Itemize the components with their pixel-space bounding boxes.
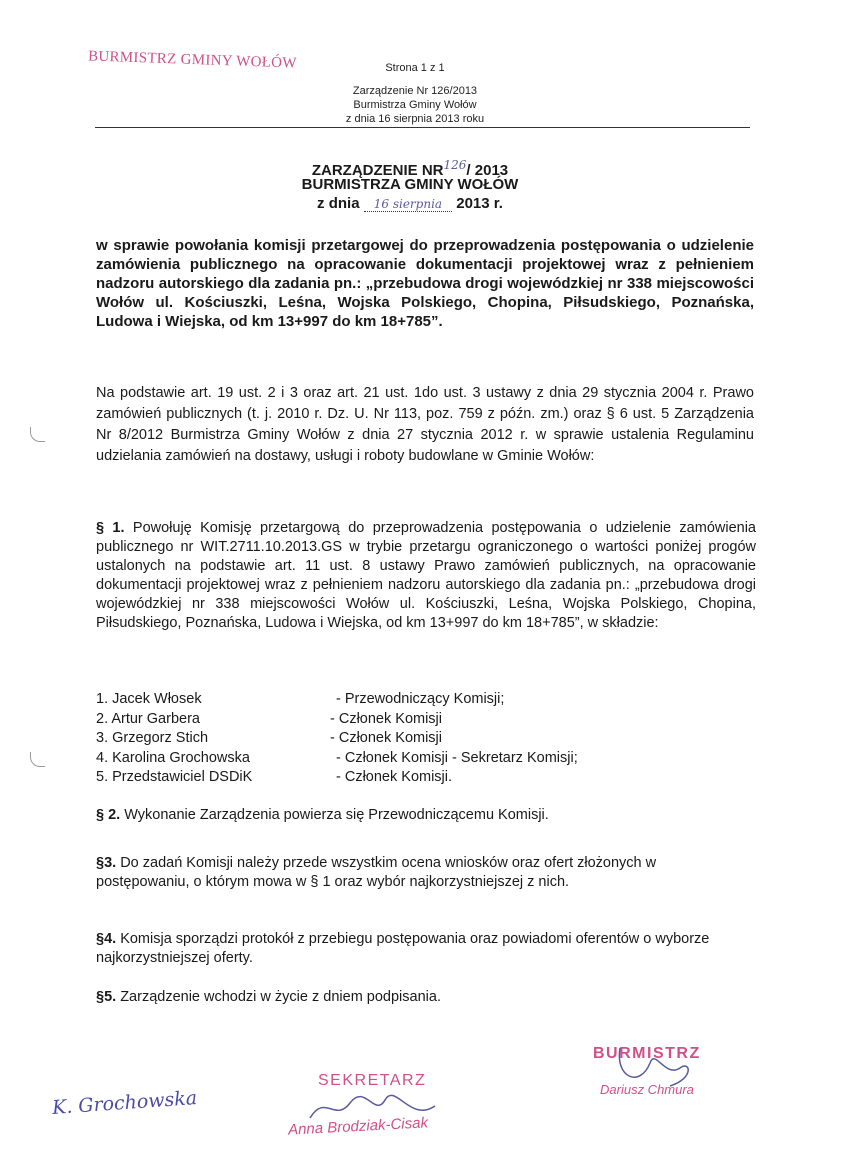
header-date-line: z dnia 16 sierpnia 2013 roku <box>345 113 485 125</box>
section-4: §4. Komisja sporządzi protokół z przebiegu postępowania oraz powiadomi oferentów o wyborze najkorzystniejszej oferty. <box>96 931 710 966</box>
title-line-3: z dnia 16 sierpnia 2013 r. <box>317 195 503 212</box>
punch-mark <box>30 752 45 767</box>
stamp-sekretarz-name: Anna Brodziak-Cisak <box>287 1114 429 1139</box>
subject-paragraph: w sprawie powołania komisji przetargowej do przeprowadzenia postępowania o udzielenie zamówienia publicznego na opracowanie dokumentacji projektowej wraz z pełnieniem nadzoru autorskiego dla zadania pn.: „przebudowa drogi wojewódzkiej nr 338 miejscowości Wołów ul. Kościuszki, Leśna, Wojska Polskiego, Chopina, Piłsudskiego, Poznańska, Ludowa i Wiejska, od km 13+997 do km 18+785”. <box>96 237 754 330</box>
title-line-1: ZARZĄDZENIE NR$^{126}$/ 2013 <box>311 158 509 179</box>
title-line-2: BURMISTRZA GMINY WOŁÓW <box>301 176 519 193</box>
handwritten-signature-grochowska: K. Grochowska <box>51 1086 198 1120</box>
section-3: §3. Do zadań Komisji należy przede wszystkim ocena wniosków oraz ofert złożonych w postępowaniu, o którym mowa w § 1 oraz wybór najkorzystniejszej z nich. <box>96 855 657 890</box>
legal-basis-paragraph: Na podstawie art. 19 ust. 2 i 3 oraz art. 21 ust. 1do ust. 3 ustawy z dnia 29 stycznia 2004 r. Prawo zamówień publicznych (t. j. 2010 r. Dz. U. Nr 113, poz. 759 z późn. zm.) oraz § 6 ust. 5 Zarządzenia Nr 8/2012 Burmistrza Gminy Wołów z dnia 27 stycznia 2012 r. w sprawie ustalenia Regulaminu udzielania zamówień na dostawy, usługi i roboty budowlane w Gminie Wołów: <box>96 385 754 464</box>
page-number: Strona 1 z 1 <box>385 62 445 74</box>
punch-mark <box>30 427 45 442</box>
handwritten-number: 126 <box>443 158 467 172</box>
section-2: § 2. Wykonanie Zarządzenia powierza się Przewodniczącemu Komisji. <box>96 807 549 823</box>
stamp-sekretarz-title: SEKRETARZ <box>318 1072 427 1089</box>
stamp-burmistrz-title: BURMISTRZ <box>593 1045 701 1062</box>
header-issuer-line: Burmistrza Gminy Wołów <box>353 99 477 111</box>
section-1: § 1. Powołuję Komisję przetargową do przeprowadzenia postępowania o udzielenie zamówienia publicznego nr WIT.2711.10.2013.GS w trybie przetargu ograniczonego o wartości poniżej progów ustalonych na podstawie art. 11 ust. 8 ustawy Prawo zamówień publicznych, na opracowanie dokumentacji projektowej wraz z pełnieniem nadzoru autorskiego dla zadania pn.: „przebudowa drogi wojewódzkiej nr 338 miejscowości Wołów ul. Kościuszki, Leśna, Wojska Polskiego, Chopina, Piłsudskiego, Poznańska, Ludowa i Wiejska, od km 13+997 do km 18+785”, w składzie: <box>96 520 757 631</box>
header-ref-line: Zarządzenie Nr 126/2013 <box>352 85 478 97</box>
section-5: §5. Zarządzenie wchodzi w życie z dniem podpisania. <box>96 989 441 1005</box>
header-divider <box>95 127 750 128</box>
stamp-burmistrz-name: Dariusz Chmura <box>600 1082 694 1097</box>
stamp-burmistrz-top: BURMISTRZ GMINY WOŁÓW <box>87 48 298 72</box>
handwritten-date: 16 sierpnia <box>364 197 452 212</box>
